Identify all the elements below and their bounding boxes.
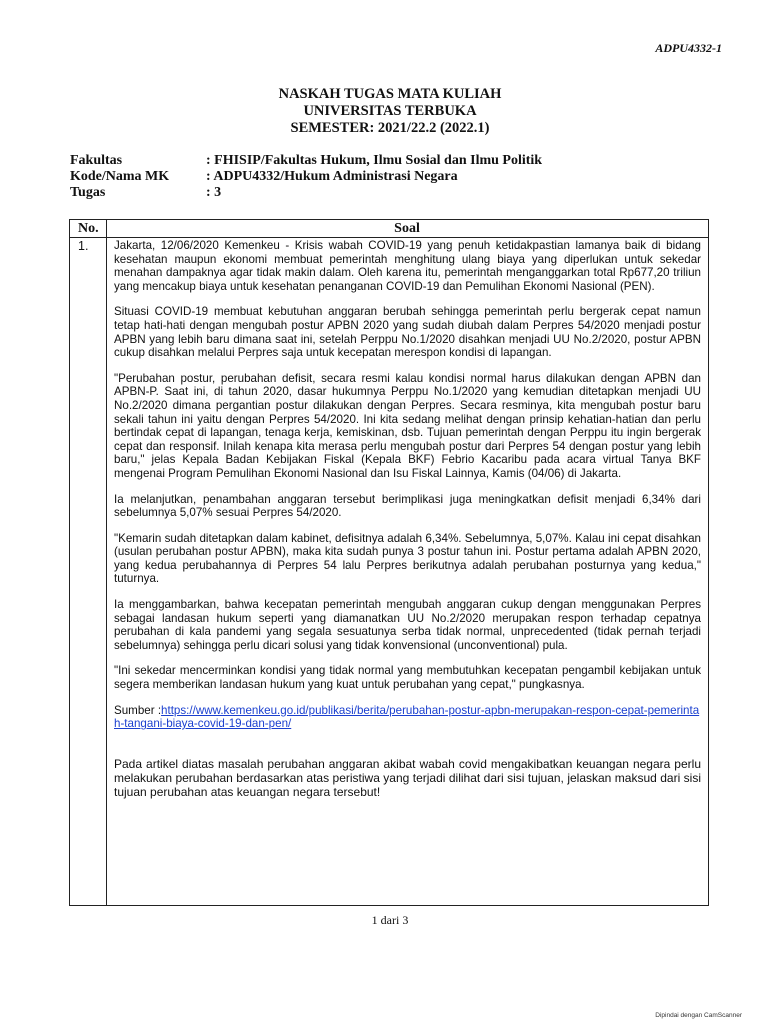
- question-body: [114, 239, 701, 811]
- scanner-watermark: Dipindai dengan CamScanner: [655, 1012, 742, 1019]
- source-label: Sumber :: [114, 703, 162, 717]
- meta-label: Fakultas: [70, 153, 123, 168]
- header-soal: Soal: [394, 221, 420, 236]
- meta-row-tugas: [70, 185, 542, 201]
- meta-label: Tugas: [70, 185, 106, 200]
- column-divider: [106, 220, 107, 905]
- header-no: No.: [78, 221, 99, 236]
- meta-label: Kode/Nama MK: [70, 169, 170, 184]
- table-header: [70, 220, 708, 238]
- paragraph: Ia melanjutkan, penambahan anggaran tersebut berimplikasi juga meningkatkan defisit menjadi 6,34% dari sebelumnya 5,07% sesuai Perpres 54/2020.: [114, 492, 701, 520]
- title-line-3: SEMESTER: 2021/22.2 (2022.1): [290, 120, 490, 136]
- paragraph: Situasi COVID-19 membuat kebutuhan anggaran berubah sehingga pemerintah perlu bergerak cepat namun tetap hati-hati dengan mengubah postur APBN 2020 yang sudah diubah dalam Perpres 54/2020 menjadi postur APBN yang lebih baru dimana saat ini, setelah Perppu No.1/2020 disahkan menjadi UU No.2/2020, postur APBN cukup disahkan melalui Perpres saja untuk kecepatan merespon kondisi di lapangan.: [114, 305, 701, 360]
- source-line: [114, 704, 701, 731]
- paragraph: Jakarta, 12/06/2020 Kemenkeu - Krisis wabah COVID-19 yang penuh ketidakpastian lamanya baik di bidang kesehatan maupun ekonomi membuat pemerintah menghitung ulang biaya yang diperlukan untuk sekedar menahan dampaknya agar tidak makin dalam. Oleh karena itu, pemerintah menganggarkan total Rp677,20 triliun yang mencakup biaya untuk kesehatan penanganan COVID-19 dan Pemulihan Ekonomi Nasional (PEN).: [114, 239, 701, 293]
- meta-value: : 3: [206, 185, 222, 200]
- meta-row-fakultas: [70, 153, 542, 169]
- paragraph: "Ini sekedar mencerminkan kondisi yang tidak normal yang membutuhkan kecepatan pengambil kebijakan untuk segera memberikan landasan hukum yang kuat untuk perubahan yang cepat," pungkasnya.: [114, 664, 701, 692]
- title-line-1: NASKAH TUGAS MATA KULIAH: [278, 86, 502, 102]
- page-number: 1 dari 3: [371, 913, 409, 927]
- assignment-question: Pada artikel diatas masalah perubahan anggaran akibat wabah covid mengakibatkan keuangan negara perlu melakukan perubahan berdasarkan atas peristiwa yang terjadi dilihat dari sisi tujuan, jelaskan maksud dari sisi tujuan perubahan atas keuangan negara tersebut!: [114, 756, 701, 799]
- meta-row-kode: [70, 169, 542, 185]
- paragraph: Ia menggambarkan, bahwa kecepatan pemerintah mengubah anggaran cukup dengan menggunakan Perpres sebagai landasan hukum seperti yang diamanatkan UU No.2/2020 merupakan respon terhadap cepatnya perubahan di kala pandemi yang segala sesuatunya serba tidak normal, unprecedented (tidak pernah terjadi sebelumnya) sehingga perlu dicari solusi yang tidak konvensional (unconventional) pula.: [114, 598, 701, 652]
- meta-value: : FHISIP/Fakultas Hukum, Ilmu Sosial dan Ilmu Politik: [206, 153, 543, 168]
- paragraph: "Perubahan postur, perubahan defisit, secara resmi kalau kondisi normal harus dilakukan dengan APBN dan APBN-P. Saat ini, di tahun 2020, dasar hukumnya Perppu No.1/2020 yang kemudian ditetapkan menjadi UU No.2/2020 dimana pergantian postur dilakukan dengan Perpres. Secara resminya, kita mengubah postur baru sekali tahun ini yaitu dengan Perpres 54/2020. Ini kita sedang melihat dengan prinsip kehatian-hatian dan perlu bertindak cepat di lapangan, tenaga kerja, kemiskinan, dsb. Tujuan pemerintah dengan Perppu itu ingin bergerak cepat dan responsif. Inilah kenapa kita merasa perlu mengubah postur dari Perpres 54 dengan postur yang lebih baru," jelas Kepala Badan Kebijakan Fiskal (Kepala BKF) Febrio Kacaribu pada acara virtual Tanya BKF mengenai Program Pemulihan Ekonomi Nasional dan Isu Fiskal Lainnya, Kamis (04/06) di Jakarta.: [114, 371, 701, 480]
- document-title: [0, 86, 768, 137]
- question-number: 1.: [78, 239, 89, 253]
- paragraph: "Kemarin sudah ditetapkan dalam kabinet, defisitnya adalah 6,34%. Sebelumnya, 5,07%. Kalau ini cepat disahkan (usulan perubahan postur APBN), maka kita sudah punya 3 postur tahun ini. Postur pertama adalah APBN 2020, yang kedua perubahannya di Perpres 54 lalu Perpres berikutnya adalah perubahan posturnya yang kedua," tuturnya.: [114, 531, 701, 586]
- meta-value: : ADPU4332/Hukum Administrasi Negara: [206, 169, 458, 184]
- source-link[interactable]: https://www.kemenkeu.go.id/publikasi/berita/perubahan-postur-apbn-merupakan-respon-cepat-pemerintah-tangani-biaya-covid-19-dan-pen/: [114, 703, 700, 731]
- document-code: ADPU4332-1: [655, 41, 722, 55]
- course-meta: [70, 153, 542, 201]
- question-table: [69, 219, 709, 906]
- title-line-2: UNIVERSITAS TERBUKA: [303, 103, 477, 119]
